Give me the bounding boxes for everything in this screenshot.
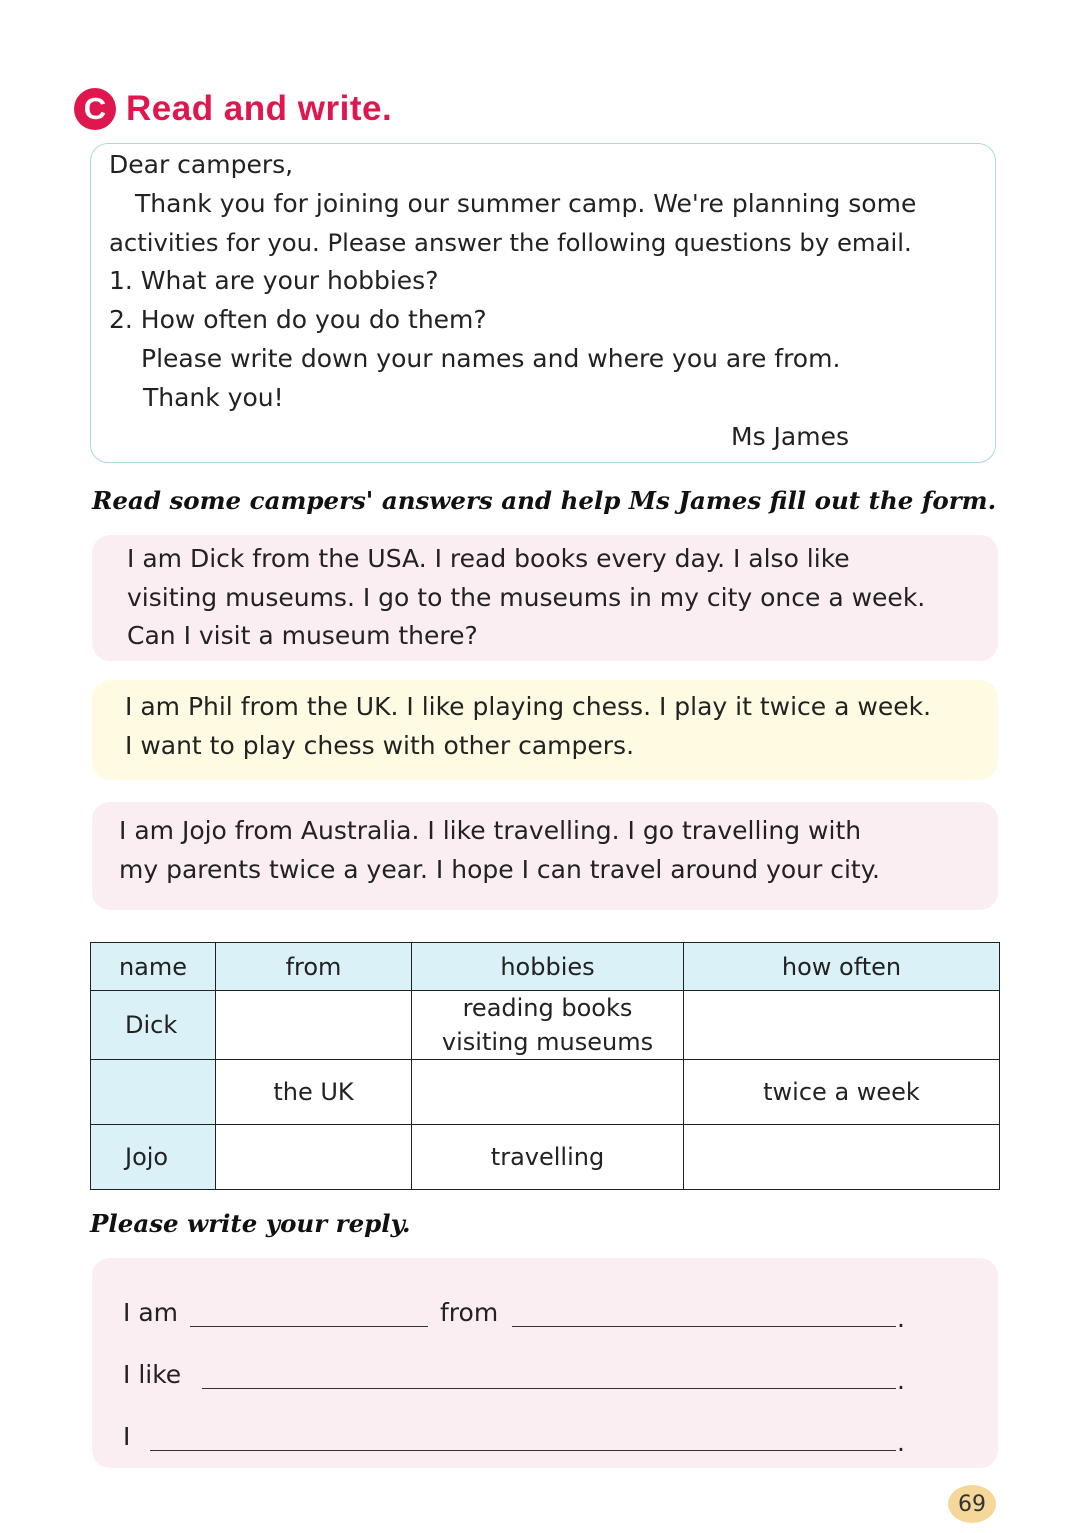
answer-line: I am Phil from the UK. I like playing chess. I play it twice a week. bbox=[125, 692, 932, 721]
camper-form-table bbox=[90, 942, 1000, 1190]
reply-box bbox=[92, 1258, 998, 1468]
reply-name-blank[interactable] bbox=[190, 1326, 428, 1327]
letter-line: Please write down your names and where you are from. bbox=[141, 344, 841, 373]
reply-text: from bbox=[440, 1298, 499, 1327]
reply-from-blank[interactable] bbox=[512, 1326, 896, 1327]
from-cell-blank[interactable] bbox=[216, 1125, 412, 1190]
name-cell: Jojo bbox=[91, 1125, 216, 1190]
instruction-fill-form: Read some campers' answers and help Ms James fill out the form. bbox=[92, 486, 997, 515]
table-row bbox=[91, 991, 1000, 1060]
letter-greeting: Dear campers, bbox=[109, 150, 294, 179]
reply-text: I am bbox=[123, 1298, 178, 1327]
hobby-text: visiting museums bbox=[441, 1028, 654, 1056]
letter-line: Thank you for joining our summer camp. We're planning some bbox=[135, 189, 917, 218]
answer-line: I am Jojo from Australia. I like travelling. I go travelling with bbox=[119, 816, 862, 845]
how-often-cell-blank[interactable] bbox=[684, 991, 1000, 1060]
how-often-cell: twice a week bbox=[684, 1060, 1000, 1125]
name-cell: Dick bbox=[91, 991, 216, 1060]
hobby-text: reading books bbox=[462, 994, 633, 1022]
section-title: Read and write. bbox=[126, 89, 393, 128]
table-header-cell: hobbies bbox=[412, 943, 684, 991]
letter-question-2: 2. How often do you do them? bbox=[109, 305, 487, 334]
letter-question-1: 1. What are your hobbies? bbox=[109, 266, 439, 295]
reply-text: I bbox=[123, 1422, 131, 1451]
from-cell: the UK bbox=[216, 1060, 412, 1125]
answer-box-phil bbox=[92, 680, 998, 780]
table-row bbox=[91, 1060, 1000, 1125]
section-heading bbox=[74, 88, 392, 130]
answer-line: visiting museums. I go to the museums in my city once a week. bbox=[127, 583, 926, 612]
reply-frequency-blank[interactable] bbox=[150, 1450, 896, 1451]
from-cell-blank[interactable] bbox=[216, 991, 412, 1060]
reply-period: . bbox=[897, 1428, 905, 1457]
table-row bbox=[91, 1125, 1000, 1190]
answer-line: I am Dick from the USA. I read books every day. I also like bbox=[127, 544, 850, 573]
letter-box bbox=[90, 143, 996, 463]
letter-thanks: Thank you! bbox=[143, 383, 284, 412]
name-cell-blank[interactable] bbox=[91, 1060, 216, 1125]
answer-box-jojo bbox=[92, 802, 998, 910]
hobbies-cell bbox=[412, 1125, 684, 1190]
table-header-cell: how often bbox=[684, 943, 1000, 991]
hobby-text: travelling bbox=[490, 1143, 605, 1171]
reply-period: . bbox=[897, 1366, 905, 1395]
letter-signature: Ms James bbox=[731, 422, 849, 451]
reply-hobby-blank[interactable] bbox=[202, 1388, 896, 1389]
answer-box-dick bbox=[92, 535, 998, 661]
letter-line: activities for you. Please answer the following questions by email. bbox=[109, 228, 912, 257]
instruction-write-reply: Please write your reply. bbox=[90, 1209, 411, 1238]
hobbies-cell-blank[interactable] bbox=[412, 1060, 684, 1125]
hobbies-cell bbox=[412, 991, 684, 1060]
section-badge: C bbox=[74, 88, 116, 130]
answer-line: I want to play chess with other campers. bbox=[125, 731, 635, 760]
how-often-cell-blank[interactable] bbox=[684, 1125, 1000, 1190]
reply-period: . bbox=[897, 1304, 905, 1333]
answer-line: Can I visit a museum there? bbox=[127, 621, 478, 650]
table-header-row bbox=[91, 943, 1000, 991]
page-number: 69 bbox=[948, 1485, 996, 1523]
table-header-cell: name bbox=[91, 943, 216, 991]
reply-text: I like bbox=[123, 1360, 182, 1389]
answer-line: my parents twice a year. I hope I can travel around your city. bbox=[119, 855, 880, 884]
table-header-cell: from bbox=[216, 943, 412, 991]
